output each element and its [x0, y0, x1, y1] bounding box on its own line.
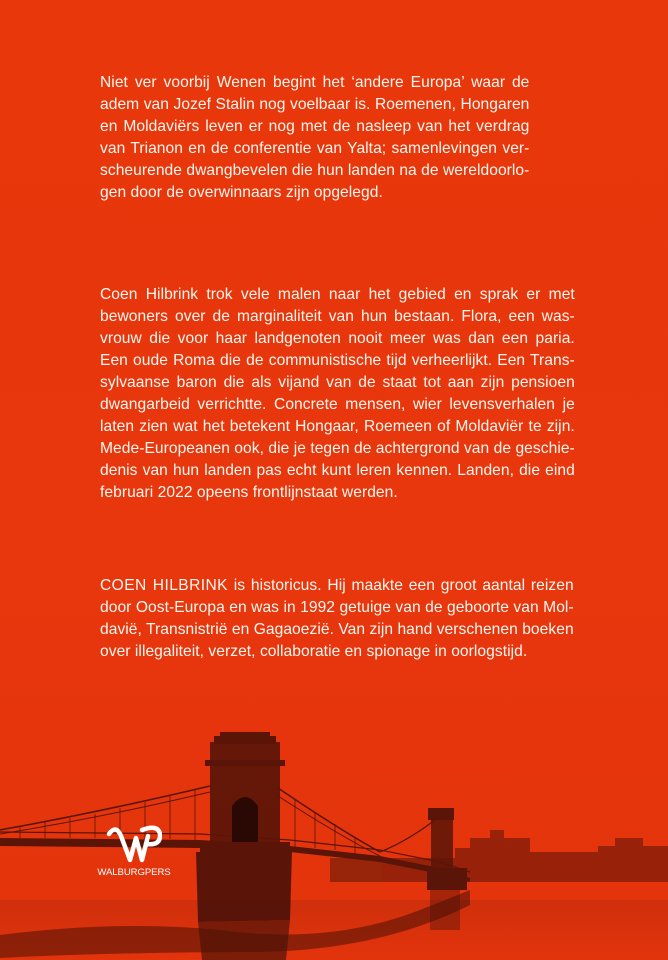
text-line: scheurende dwangbevelen die hun landen na de wereldoorlo-	[100, 162, 530, 179]
text-line: Mede-Europeanen ook, die je tegen de achtergrond van de geschie-	[100, 440, 575, 457]
author-name: COEN HILBRINK	[100, 577, 228, 594]
text-line: Een oude Roma die de communistische tijd verheerlijkt. Een Trans-	[100, 352, 575, 369]
publisher-logo	[97, 822, 171, 878]
text-line: adem van Jozef Stalin nog voelbaar is. Roemenen, Hongaren	[100, 96, 530, 113]
text-line: en Moldaviërs leven er nog met de nasleep van het verdrag	[100, 118, 530, 135]
text-line: februari 2022 opeens frontlijnstaat werden.	[100, 484, 398, 501]
publisher-name: WALBURGPERS	[97, 867, 171, 878]
text-line	[100, 575, 574, 597]
author-bio	[100, 575, 574, 663]
text-line: bewoners over de marginaliteit van hun bestaan. Flora, een was-	[100, 308, 575, 325]
text-line: laten zien wat het betekent Hongaar, Roemeen of Moldaviër te zijn.	[100, 418, 575, 435]
text-line: denis van hun landen pas echt kunt leren kennen. Landen, die eind	[100, 462, 575, 479]
text-line: Coen Hilbrink trok vele malen naar het gebied en sprak er met	[100, 286, 575, 303]
wp-monogram-icon	[106, 822, 162, 864]
text-line: over illegaliteit, verzet, collaboratie en spionage in oorlogstijd.	[100, 643, 528, 660]
text-line: gen door de overwinnaars zijn opgelegd.	[100, 184, 383, 201]
text-line: sylvaanse baron die als vijand van de staat tot aan zijn pensioen	[100, 374, 575, 391]
text-line: vrouw die voor haar landgenoten nooit meer was dan een paria.	[100, 330, 575, 347]
text-line: door Oost-Europa en was in 1992 getuige van de geboorte van Mol-	[100, 599, 574, 616]
text-line: Niet ver voorbij Wenen begint het ‘andere Europa’ waar de	[100, 74, 530, 91]
text-line: dwangarbeid verrichtte. Concrete mensen, wier levensverhalen je	[100, 396, 575, 413]
blurb-paragraph-1	[100, 72, 529, 204]
bio-text: is historicus. Hij maakte een groot aantal reizen	[227, 577, 574, 594]
blurb-paragraph-2	[100, 284, 575, 504]
text-line: davië, Transnistrië en Gagaoezië. Van zijn hand verschenen boeken	[100, 621, 574, 638]
text-line: van Trianon en de conferentie van Yalta; samenlevingen ver-	[100, 140, 530, 157]
